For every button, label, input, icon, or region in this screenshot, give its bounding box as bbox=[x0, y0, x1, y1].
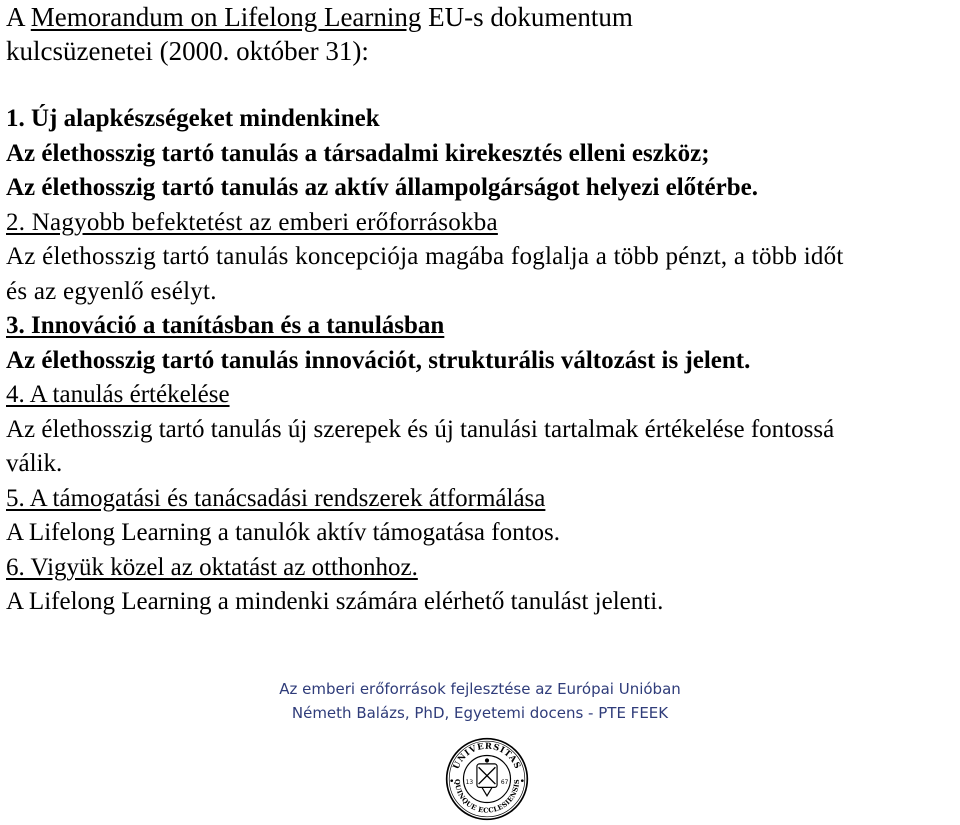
section-5-text-1: A Lifelong Learning a tanulók aktív támogatása fontos. bbox=[6, 519, 561, 546]
section-2-text-1: Az élethosszig tartó tanulás koncepciója magába foglalja a több pénzt, a több időt bbox=[6, 243, 844, 270]
section-6-heading[interactable]: 6. Vigyük közel az oktatást az otthonhoz. bbox=[6, 553, 418, 581]
document-title-line-2: kulcsüzenetei (2000. október 31): bbox=[6, 36, 369, 66]
spacer bbox=[6, 68, 956, 102]
section-1-text-2: Az élethosszig tartó tanulás az aktív állampolgárságot helyezi előtérbe. bbox=[6, 174, 758, 201]
section-6-text-1: A Lifelong Learning a mindenki számára elérhető tanulást jelenti. bbox=[6, 588, 664, 615]
section-3-heading[interactable]: 3. Innováció a tanításban és a tanulásban bbox=[6, 312, 445, 339]
document-title bbox=[6, 0, 956, 34]
section-4-text-1: Az élethosszig tartó tanulás új szerepek és új tanulási tartalmak értékelése fontossá bbox=[6, 415, 835, 443]
section-1-heading: 1. Új alapkészségeket mindenkinek bbox=[6, 105, 380, 132]
section-3-text-1: Az élethosszig tartó tanulás innovációt, strukturális változást is jelent. bbox=[6, 346, 751, 374]
memorandum-link[interactable]: Memorandum on Lifelong Learning bbox=[30, 2, 422, 32]
section-2-text-2: és az egyenlő esélyt. bbox=[6, 277, 217, 305]
svg-text:UNIVERSITAS: UNIVERSITAS bbox=[450, 740, 524, 771]
title-prefix: A bbox=[6, 2, 31, 32]
svg-text:QUINQUE ECCLESIENSIS: QUINQUE ECCLESIENSIS bbox=[452, 778, 521, 815]
section-5-heading[interactable]: 5. A támogatási és tanácsadási rendszerek átformálása bbox=[6, 484, 546, 512]
university-seal-icon bbox=[445, 737, 529, 821]
footer-title: Az emberi erőforrások fejlesztése az Európai Unióban bbox=[279, 680, 681, 698]
svg-text:67: 67 bbox=[500, 780, 509, 787]
section-2-heading[interactable]: 2. Nagyobb befektetést az emberi erőforrásokba bbox=[6, 208, 498, 236]
section-4-heading[interactable]: 4. A tanulás értékelése bbox=[6, 381, 230, 408]
section-1-text-1: Az élethosszig tartó tanulás a társadalmi kirekesztés elleni eszköz; bbox=[6, 139, 710, 167]
title-suffix: EU-s dokumentum bbox=[421, 2, 633, 32]
section-4-text-2: válik. bbox=[6, 450, 63, 477]
document-body bbox=[6, 0, 956, 620]
footer-author: Németh Balázs, PhD, Egyetemi docens - PTE FEEK bbox=[291, 704, 669, 722]
svg-text:13: 13 bbox=[465, 780, 474, 787]
